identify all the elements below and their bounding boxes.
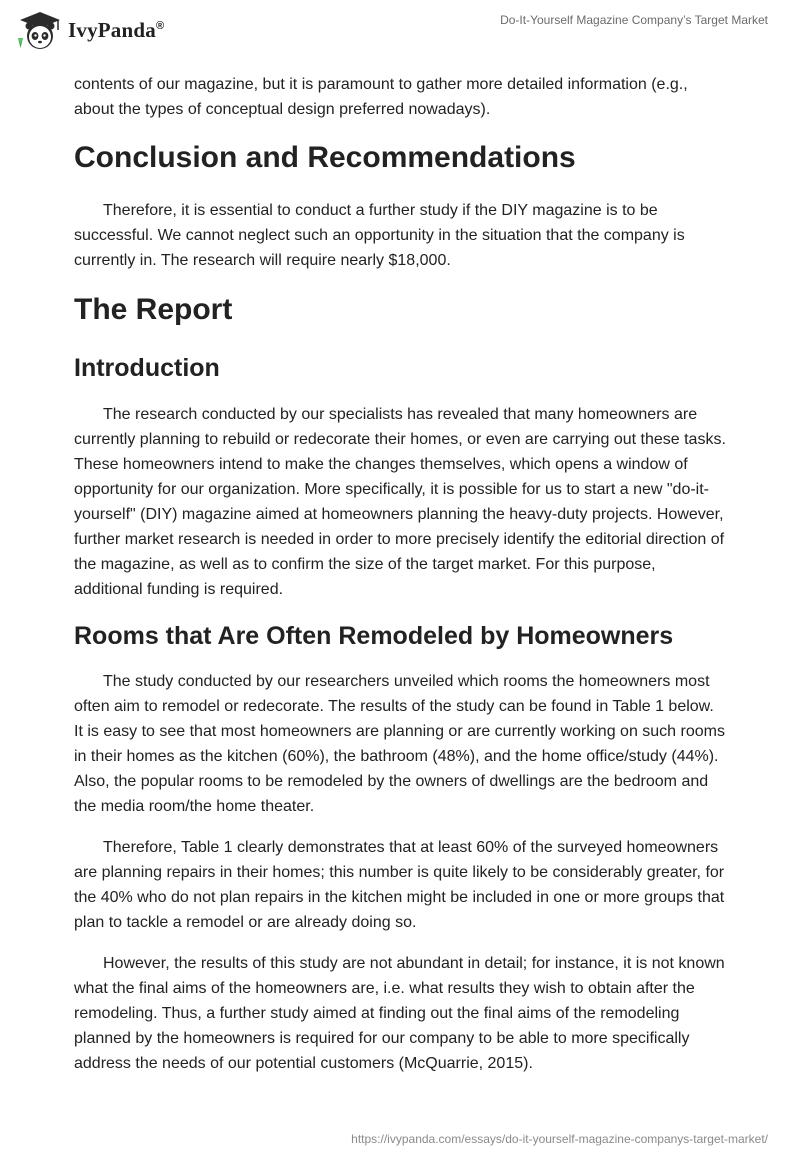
rooms-paragraph-1: The study conducted by our researchers unveiled which rooms the homeowners most often aim to remodel or redecorate. The results of the study can be found in Table 1 below. It is easy to see that most homeowners are planning or are currently working on such rooms in their homes as the kitchen (60%), the bathroom (48%), and the home office/study (44%). Also, the popular rooms to be remodeled by the owners of dwellings are the bedroom and the media room/the home theater. [74,673,725,815]
logo-text: IvyPanda® [68,17,165,42]
document-title: Do-It-Yourself Magazine Company’s Target Market [500,13,768,27]
continued-paragraph: contents of our magazine, but it is paramount to gather more detailed information (e.g., about the types of conceptual design preferred nowadays). [74,76,688,118]
ivypanda-logo[interactable] [14,8,164,52]
panda-graduate-icon [14,8,66,52]
conclusion-paragraph: Therefore, it is essential to conduct a further study if the DIY magazine is to be successful. We cannot neglect such an opportunity in the situation that the company is currently in. The research will require nearly $18,000. [74,202,685,269]
report-heading: The Report [74,293,233,326]
rooms-paragraph-2: Therefore, Table 1 clearly demonstrates that at least 60% of the surveyed homeowners are planning repairs in their homes; this number is quite likely to be considerably greater, for the 40% who do not plan repairs in the kitchen might be included in one or more groups that plan to tackle a remodel or are already doing so. [74,839,725,931]
introduction-paragraph: The research conducted by our specialists has revealed that many homeowners are currently planning to rebuild or redecorate their homes, or even are carrying out these tasks. These homeowners intend to make the changes themselves, which opens a window of opportunity for our organization. More specifically, it is possible for us to start a new "do-it-yourself" (DIY) magazine aimed at homeowners planning the heavy-duty projects. However, further market research is needed in order to more precisely identify the editorial direction of the magazine, as well as to confirm the size of the target market. For this purpose, additional funding is required. [74,406,726,598]
rooms-paragraph-3: However, the results of this study are not abundant in detail; for instance, it is not known what the final aims of the homeowners are, i.e. what results they wish to obtain after the remodeling. Thus, a further study aimed at finding out the final aims of the remodeling planned by the homeowners is required for our company to be able to more specifically address the needs of our potential customers (McQuarrie, 2015). [74,955,725,1072]
page-header [0,0,800,60]
conclusion-heading: Conclusion and Recommendations [74,141,576,174]
introduction-heading: Introduction [74,354,220,382]
rooms-heading: Rooms that Are Often Remodeled by Homeowners [74,622,674,650]
source-url-link[interactable]: https://ivypanda.com/essays/do-it-yourself-magazine-companys-target-market/ [351,1132,768,1146]
